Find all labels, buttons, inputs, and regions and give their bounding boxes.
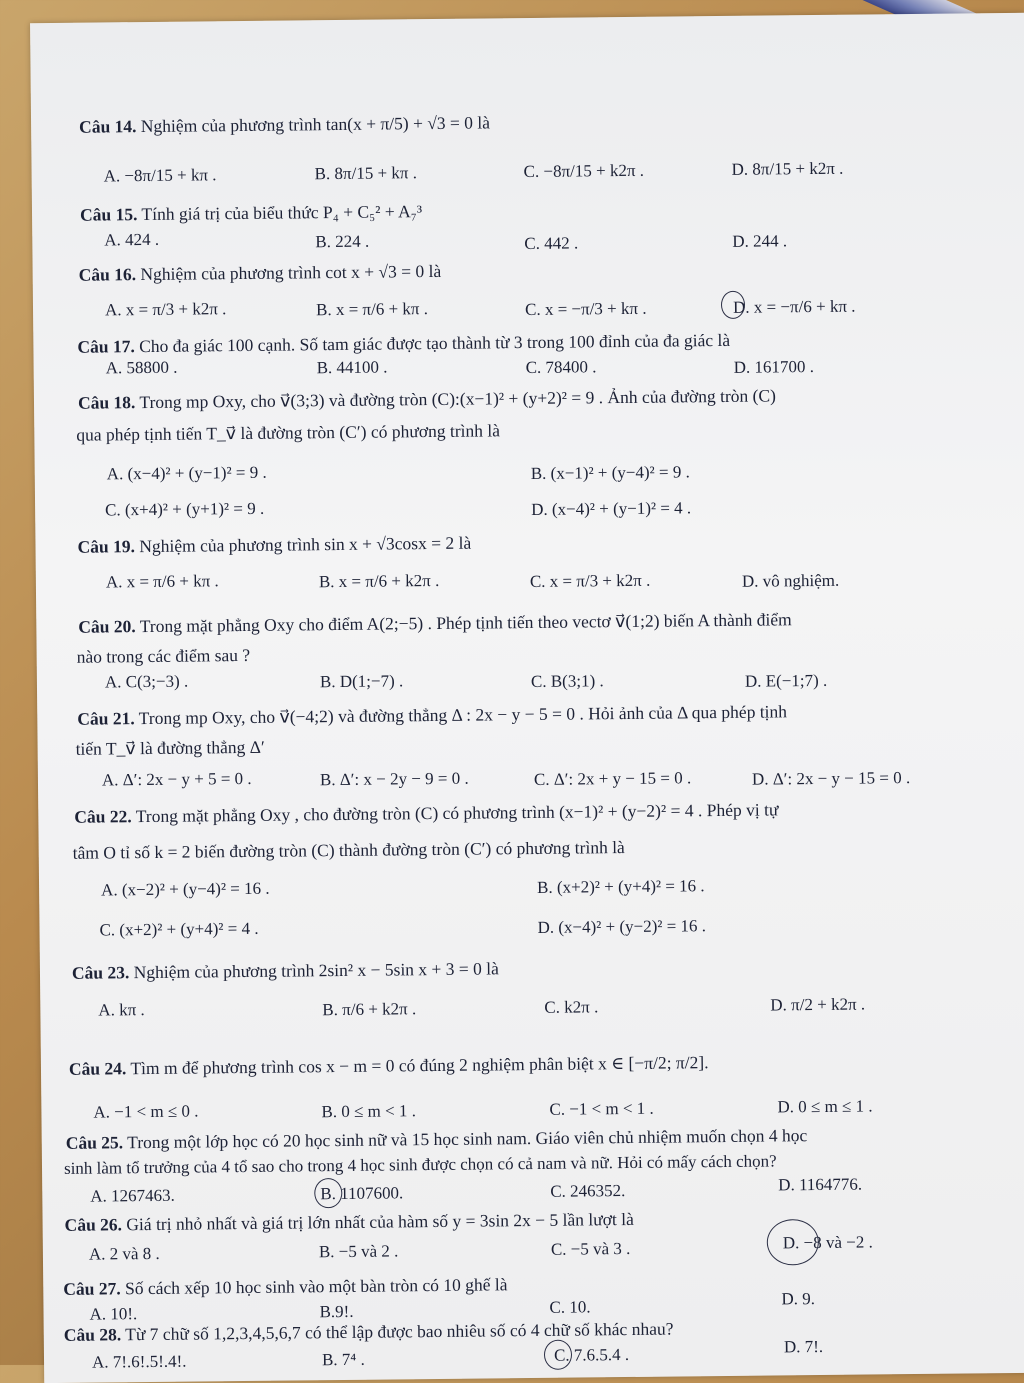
q24-option-b: B. 0 ≤ m < 1 . [321,1101,417,1122]
q23-option-d: D. π/2 + k2π . [770,994,866,1015]
question-21-line2: tiến T_v⃗ là đường thẳng Δ′ [75,736,265,759]
question-20: Câu 20. Trong mặt phẳng Oxy cho điểm A(2;−5) . Phép tịnh tiến theo vectơ v⃗(1;2) biến A thành điểm [78,609,792,637]
q26-option-a: A. 2 và 8 . [88,1243,160,1264]
exam-sheet [30,13,1024,1383]
q17-option-c: C. 78400 . [525,357,597,378]
q16-option-b: B. x = π/6 + kπ . [315,299,429,320]
question-18: Câu 18. Trong mp Oxy, cho v⃗(3;3) và đường tròn (C):(x−1)² + (y+2)² = 9 . Ảnh của đường tròn (C) [77,385,777,413]
q22-option-a: A. (x−2)² + (y−4)² = 16 . [101,878,270,900]
q22-option-b: B. (x+2)² + (y+4)² = 16 . [537,876,705,897]
question-15: Câu 15. Tính giá trị của biểu thức P₄ + C₅² + A₇³ [79,201,423,225]
q15-option-c: C. 442 . [524,233,579,254]
q27-option-a: A. 10!. [89,1304,138,1324]
q14-option-d: D. 8π/15 + k2π . [731,158,844,179]
q14-option-a: A. −8π/15 + kπ . [103,165,217,186]
answer-mark-circle [544,1340,572,1370]
q24-option-a: A. −1 < m ≤ 0 . [93,1101,199,1122]
q19-option-c: C. x = π/3 + k2π . [529,570,651,591]
q14-option-b: B. 8π/15 + kπ . [314,163,418,184]
q14-option-c: C. −8π/15 + k2π . [523,160,645,182]
question-23: Câu 23. Nghiệm của phương trình 2sin² x − 5sin x + 3 = 0 là [71,958,499,983]
q16-option-c: C. x = −π/3 + kπ . [524,298,647,320]
q24-option-d: D. 0 ≤ m ≤ 1 . [777,1096,873,1117]
q16-option-d: D. x = −π/6 + kπ . [732,296,856,317]
q15-option-d: D. 244 . [732,231,788,251]
q18-option-b: B. (x−1)² + (y−4)² = 9 . [530,462,690,483]
q27-option-d: D. 9. [781,1289,816,1309]
q20-option-b: B. D(1;−7) . [319,671,404,692]
q23-option-a: A. kπ . [98,1000,145,1020]
q22-option-d: D. (x−4)² + (y−2)² = 16 . [537,916,707,937]
q26-option-b: B. −5 và 2 . [318,1241,399,1262]
q25-option-b: B. 1107600. [320,1183,404,1204]
q18-option-a: A. (x−4)² + (y−1)² = 9 . [106,462,267,484]
question-19: Câu 19. Nghiệm của phương trình sin x + √3cosx = 2 là [77,532,472,557]
q23-option-b: B. π/6 + k2π . [322,999,417,1020]
q20-option-c: C. B(3;1) . [530,671,604,691]
question-22-line2: tâm O tỉ số k = 2 biến đường tròn (C) thành đường tròn (C′) có phương trình là [72,837,625,863]
question-26: Câu 26. Giá trị nhỏ nhất và giá trị lớn nhất của hàm số y = 3sin 2x − 5 lần lượt là [64,1208,634,1235]
question-22: Câu 22. Trong mặt phẳng Oxy , cho đường tròn (C) có phương trình (x−1)² + (y−2)² = 4 . Phép vị tự [74,799,779,827]
q27-option-b: B.9!. [319,1301,354,1322]
q28-option-c: C. 7.6.5.4 . [553,1345,630,1365]
q21-option-c: C. Δ′: 2x + y − 15 = 0 . [533,768,692,789]
q25-option-c: C. 246352. [550,1181,626,1201]
question-24: Câu 24. Tìm m để phương trình cos x − m = 0 có đúng 2 nghiệm phân biệt x ∈ [−π/2; π/2]. [68,1052,709,1079]
q15-option-b: B. 224 . [315,231,370,252]
question-16: Câu 16. Nghiệm của phương trình cot x + √3 = 0 là [78,260,442,285]
q18-option-c: C. (x+4)² + (y+1)² = 9 . [105,498,265,520]
q28-option-a: A. 7!.6!.5!.4!. [91,1351,187,1372]
q24-option-c: C. −1 < m < 1 . [549,1098,654,1119]
answer-mark-circle [314,1178,342,1208]
q15-option-a: A. 424 . [104,229,160,250]
q22-option-c: C. (x+2)² + (y+4)² = 4 . [99,918,259,940]
question-27: Câu 27. Số cách xếp 10 học sinh vào một bàn tròn có 10 ghế là [63,1274,508,1299]
q26-option-d: D. −8 và −2 . [782,1232,873,1253]
question-18-line2: qua phép tịnh tiến T_v⃗ là đường tròn (C′) có phương trình là [76,420,501,445]
q21-option-a: A. Δ′: 2x − y + 5 = 0 . [101,768,252,790]
q17-option-a: A. 58800 . [105,357,178,378]
q26-option-c: C. −5 và 3 . [550,1238,631,1259]
answer-mark-circle [767,1219,819,1266]
q19-option-b: B. x = π/6 + k2π . [318,570,440,592]
q27-option-c: C. 10. [549,1297,591,1317]
q19-option-a: A. x = π/6 + kπ . [105,571,219,592]
q16-option-a: A. x = π/3 + k2π . [104,299,227,320]
q28-option-b: B. 7⁴ . [321,1349,365,1370]
q21-option-b: B. Δ′: x − 2y − 9 = 0 . [319,768,469,790]
question-28: Câu 28. Từ 7 chữ số 1,2,3,4,5,6,7 có thể lập được bao nhiêu số có 4 chữ số khác nhau? [63,1318,674,1345]
q19-option-d: D. vô nghiệm. [741,570,840,591]
question-25-line2: sinh làm tổ trưởng của 4 tổ sao cho trong 4 học sinh được chọn có cả nam và nữ. Hỏi có mấy cách chọn? [63,1151,777,1178]
q21-option-d: D. Δ′: 2x − y − 15 = 0 . [751,768,911,789]
question-17: Câu 17. Cho đa giác 100 cạnh. Số tam giác được tạo thành từ 3 trong 100 đỉnh của đa giác là [77,329,731,357]
q28-option-d: D. 7!. [783,1336,824,1357]
q23-option-c: C. k2π . [544,997,599,1017]
q20-option-d: D. E(−1;7) . [744,670,828,691]
question-21: Câu 21. Trong mp Oxy, cho v⃗(−4;2) và đường thẳng Δ : 2x − y − 5 = 0 . Hỏi ảnh của Δ qua phép tịnh [77,701,788,729]
question-14: Câu 14. Nghiệm của phương trình tan(x + π/5) + √3 = 0 là [79,112,491,137]
q25-option-d: D. 1164776. [778,1174,863,1195]
question-20-line2: nào trong các điểm sau ? [76,644,251,667]
q25-option-a: A. 1267463. [90,1185,175,1206]
question-25: Câu 25. Trong một lớp học có 20 học sinh nữ và 15 học sinh nam. Giáo viên chủ nhiệm muốn chọn 4 học [65,1125,808,1153]
q18-option-d: D. (x−4)² + (y−1)² = 4 . [531,498,692,519]
q17-option-b: B. 44100 . [316,357,388,378]
q17-option-d: D. 161700 . [733,357,815,377]
q20-option-a: A. C(3;−3) . [104,671,189,692]
answer-mark-circle [721,291,745,319]
